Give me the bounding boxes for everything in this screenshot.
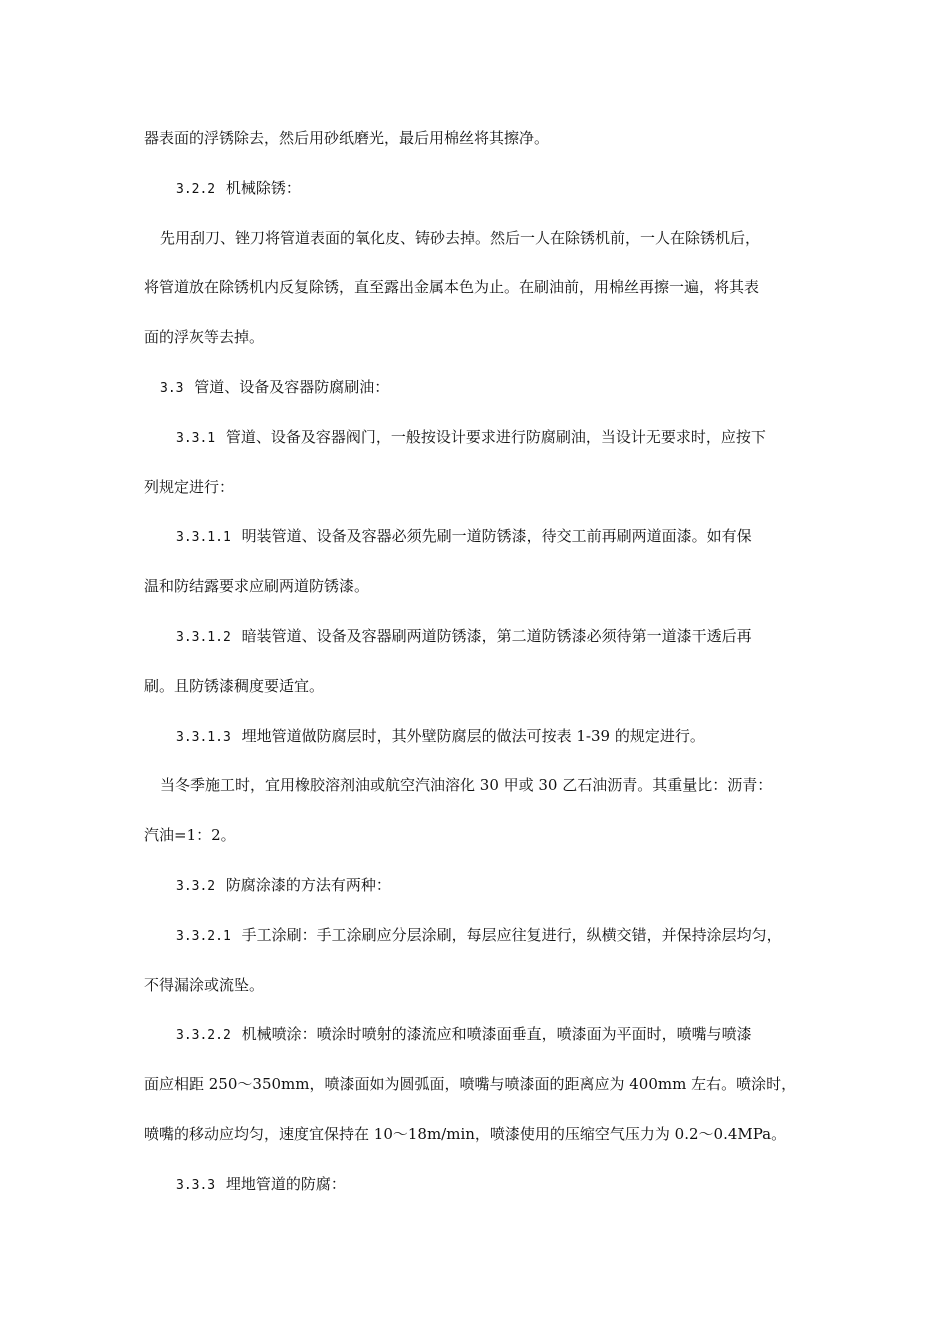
line-text: 将管道放在除锈机内反复除锈，直至露出金属本色为止。在刷油前，用棉丝再擦一遍，将其表 bbox=[144, 278, 760, 296]
heading-text: 埋地管道做防腐层时，其外壁防腐层的做法可按表 1-39 的规定进行。 bbox=[241, 727, 705, 745]
line-text: 刷。且防锈漆稠度要适宜。 bbox=[144, 677, 325, 695]
line-text: 不得漏涂或流坠。 bbox=[144, 976, 265, 994]
line-text: 器表面的浮锈除去，然后用砂纸磨光，最后用棉丝将其擦净。 bbox=[144, 129, 550, 147]
paragraph-line bbox=[144, 975, 814, 995]
section-heading bbox=[176, 626, 846, 648]
heading-text: 管道、设备及容器阀门，一般按设计要求进行防腐刷油，当设计无要求时，应按下 bbox=[225, 428, 766, 446]
paragraph-line bbox=[144, 825, 814, 845]
paragraph-line bbox=[144, 128, 814, 148]
heading-text: 防腐涂漆的方法有两种： bbox=[225, 876, 391, 894]
section-number: 3.3.2 bbox=[176, 879, 216, 894]
heading-text: 管道、设备及容器防腐刷油： bbox=[194, 378, 390, 396]
section-number: 3.3.2.1 bbox=[176, 929, 231, 944]
section-number: 3.3.3 bbox=[176, 1178, 216, 1193]
paragraph-line bbox=[144, 576, 814, 596]
paragraph-line bbox=[160, 775, 830, 795]
section-heading bbox=[176, 726, 846, 748]
section-heading bbox=[176, 875, 846, 897]
paragraph-line bbox=[144, 1074, 814, 1094]
heading-text: 手工涂刷：手工涂刷应分层涂刷，每层应往复进行，纵横交错，并保持涂层均匀， bbox=[241, 926, 782, 944]
section-number: 3.3.2.2 bbox=[176, 1028, 231, 1043]
line-text: 当冬季施工时，宜用橡胶溶剂油或航空汽油溶化 30 甲或 30 乙石油沥青。其重量比：沥青： bbox=[160, 776, 773, 794]
paragraph-line bbox=[144, 327, 814, 347]
section-heading bbox=[176, 526, 846, 548]
line-text: 喷嘴的移动应均匀，速度宜保持在 10～18m/min，喷漆使用的压缩空气压力为 0.2～0.4MPa。 bbox=[144, 1125, 787, 1143]
line-text: 汽油=1：2。 bbox=[144, 826, 236, 844]
paragraph-line bbox=[144, 477, 814, 497]
section-number: 3.3.1 bbox=[176, 431, 216, 446]
section-number: 3.3.1.1 bbox=[176, 530, 231, 545]
heading-text: 明装管道、设备及容器必须先刷一道防锈漆，待交工前再刷两道面漆。如有保 bbox=[241, 527, 752, 545]
paragraph-line bbox=[144, 277, 814, 297]
section-heading bbox=[176, 1174, 846, 1196]
paragraph-line bbox=[144, 1124, 814, 1144]
line-text: 列规定进行： bbox=[144, 478, 235, 496]
section-number: 3.2.2 bbox=[176, 182, 216, 197]
section-heading bbox=[176, 925, 846, 947]
section-number: 3.3.1.2 bbox=[176, 630, 231, 645]
section-number: 3.3.1.3 bbox=[176, 730, 231, 745]
heading-text: 机械除锈： bbox=[225, 179, 301, 197]
line-text: 面应相距 250～350mm，喷漆面如为圆弧面，喷嘴与喷漆面的距离应为 400mm 左右。喷涂时， bbox=[144, 1075, 797, 1093]
heading-text: 机械喷涂：喷涂时喷射的漆流应和喷漆面垂直，喷漆面为平面时，喷嘴与喷漆 bbox=[241, 1025, 752, 1043]
section-heading bbox=[160, 377, 830, 399]
heading-text: 暗装管道、设备及容器刷两道防锈漆，第二道防锈漆必须待第一道漆干透后再 bbox=[241, 627, 752, 645]
section-heading bbox=[176, 178, 846, 200]
line-text: 面的浮灰等去掉。 bbox=[144, 328, 265, 346]
line-text: 先用刮刀、锉刀将管道表面的氧化皮、铸砂去掉。然后一人在除锈机前，一人在除锈机后， bbox=[160, 229, 761, 247]
paragraph-line bbox=[160, 228, 830, 248]
section-heading bbox=[176, 427, 846, 449]
line-text: 温和防结露要求应刷两道防锈漆。 bbox=[144, 577, 370, 595]
section-number: 3.3 bbox=[160, 381, 184, 396]
section-heading bbox=[176, 1024, 846, 1046]
paragraph-line bbox=[144, 676, 814, 696]
heading-text: 埋地管道的防腐： bbox=[225, 1175, 346, 1193]
